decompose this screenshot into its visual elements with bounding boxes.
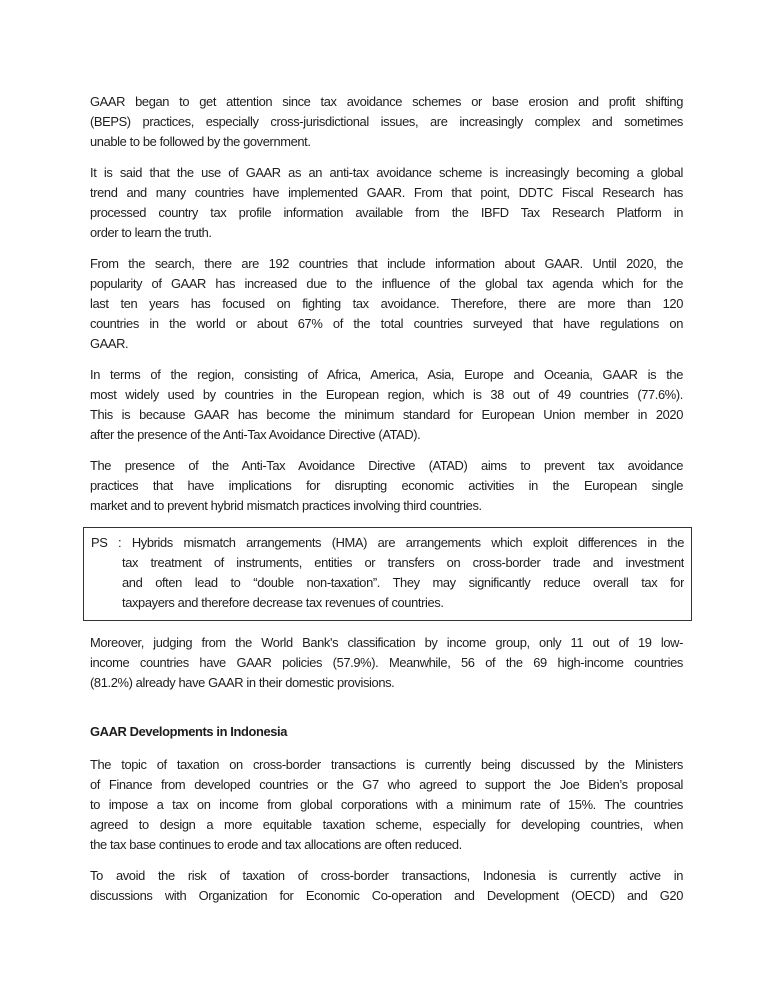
paragraph xyxy=(90,254,683,354)
text-line: unable to be followed by the government. xyxy=(90,134,311,149)
text-line: The topic of taxation on cross-border transactions is currently being discussed by the Ministers xyxy=(90,757,683,772)
paragraph xyxy=(90,633,683,693)
text-line: most widely used by countries in the European region, which is 38 out of 49 countries (77.6%). xyxy=(90,387,683,402)
text-line: tax treatment of instruments, entities or transfers on cross-border trade and investment xyxy=(122,555,684,570)
text-line: GAAR began to get attention since tax avoidance schemes or base erosion and profit shifting xyxy=(90,94,683,109)
text-line: processed country tax profile information available from the IBFD Tax Research Platform in xyxy=(90,205,683,220)
text-line: income countries have GAAR policies (57.9%). Meanwhile, 56 of the 69 high-income countries xyxy=(90,655,683,670)
text-line: (BEPS) practices, especially cross-jurisdictional issues, are increasingly complex and sometimes xyxy=(90,114,683,129)
text-line: From the search, there are 192 countries that include information about GAAR. Until 2020, the xyxy=(90,256,683,271)
text-line: popularity of GAAR has increased due to the influence of the global tax agenda which for the xyxy=(90,276,683,291)
text-line: taxpayers and therefore decrease tax revenues of countries. xyxy=(122,595,444,610)
text-line: market and to prevent hybrid mismatch practices involving third countries. xyxy=(90,498,482,513)
text-line: to impose a tax on income from global corporations with a minimum rate of 15%. The countries xyxy=(90,797,683,812)
paragraph xyxy=(90,163,683,243)
text-line: countries in the world or about 67% of the total countries surveyed that have regulations on xyxy=(90,316,683,331)
text-line: after the presence of the Anti-Tax Avoidance Directive (ATAD). xyxy=(90,427,421,442)
section-heading: GAAR Developments in Indonesia xyxy=(90,724,288,739)
paragraph xyxy=(90,365,683,445)
paragraph xyxy=(90,456,683,516)
paragraph xyxy=(90,92,683,152)
ps-note-box xyxy=(83,527,692,621)
text-line: last ten years has focused on fighting tax avoidance. Therefore, there are more than 120 xyxy=(90,296,683,311)
text-line: It is said that the use of GAAR as an anti-tax avoidance scheme is increasingly becoming a global xyxy=(90,165,683,180)
text-line: and often lead to “double non-taxation”. They may significantly reduce overall tax for xyxy=(122,575,684,590)
text-line: the tax base continues to erode and tax allocations are often reduced. xyxy=(90,837,462,852)
text-line: of Finance from developed countries or the G7 who agreed to support the Joe Biden’s proposal xyxy=(90,777,683,792)
text-line: (81.2%) already have GAAR in their domestic provisions. xyxy=(90,675,395,690)
text-line: To avoid the risk of taxation of cross-border transactions, Indonesia is currently active in xyxy=(90,868,683,883)
text-line: PS : Hybrids mismatch arrangements (HMA) are arrangements which exploit differences in the xyxy=(91,535,684,550)
paragraph xyxy=(90,755,683,855)
text-line: discussions with Organization for Economic Co-operation and Development (OECD) and G20 xyxy=(90,888,683,903)
text-line: agreed to design a more equitable taxation scheme, especially for developing countries, when xyxy=(90,817,683,832)
text-line: practices that have implications for disrupting economic activities in the European single xyxy=(90,478,683,493)
text-line: trend and many countries have implemented GAAR. From that point, DDTC Fiscal Research has xyxy=(90,185,683,200)
document-content xyxy=(90,92,683,906)
text-line: Moreover, judging from the World Bank's classification by income group, only 11 out of 19 low- xyxy=(90,635,683,650)
paragraph xyxy=(90,866,683,906)
text-line: The presence of the Anti-Tax Avoidance Directive (ATAD) aims to prevent tax avoidance xyxy=(90,458,683,473)
text-line: This is because GAAR has become the minimum standard for European Union member in 2020 xyxy=(90,407,683,422)
text-line: GAAR. xyxy=(90,336,129,351)
text-line: order to learn the truth. xyxy=(90,225,212,240)
text-line: In terms of the region, consisting of Africa, America, Asia, Europe and Oceania, GAAR is the xyxy=(90,367,683,382)
